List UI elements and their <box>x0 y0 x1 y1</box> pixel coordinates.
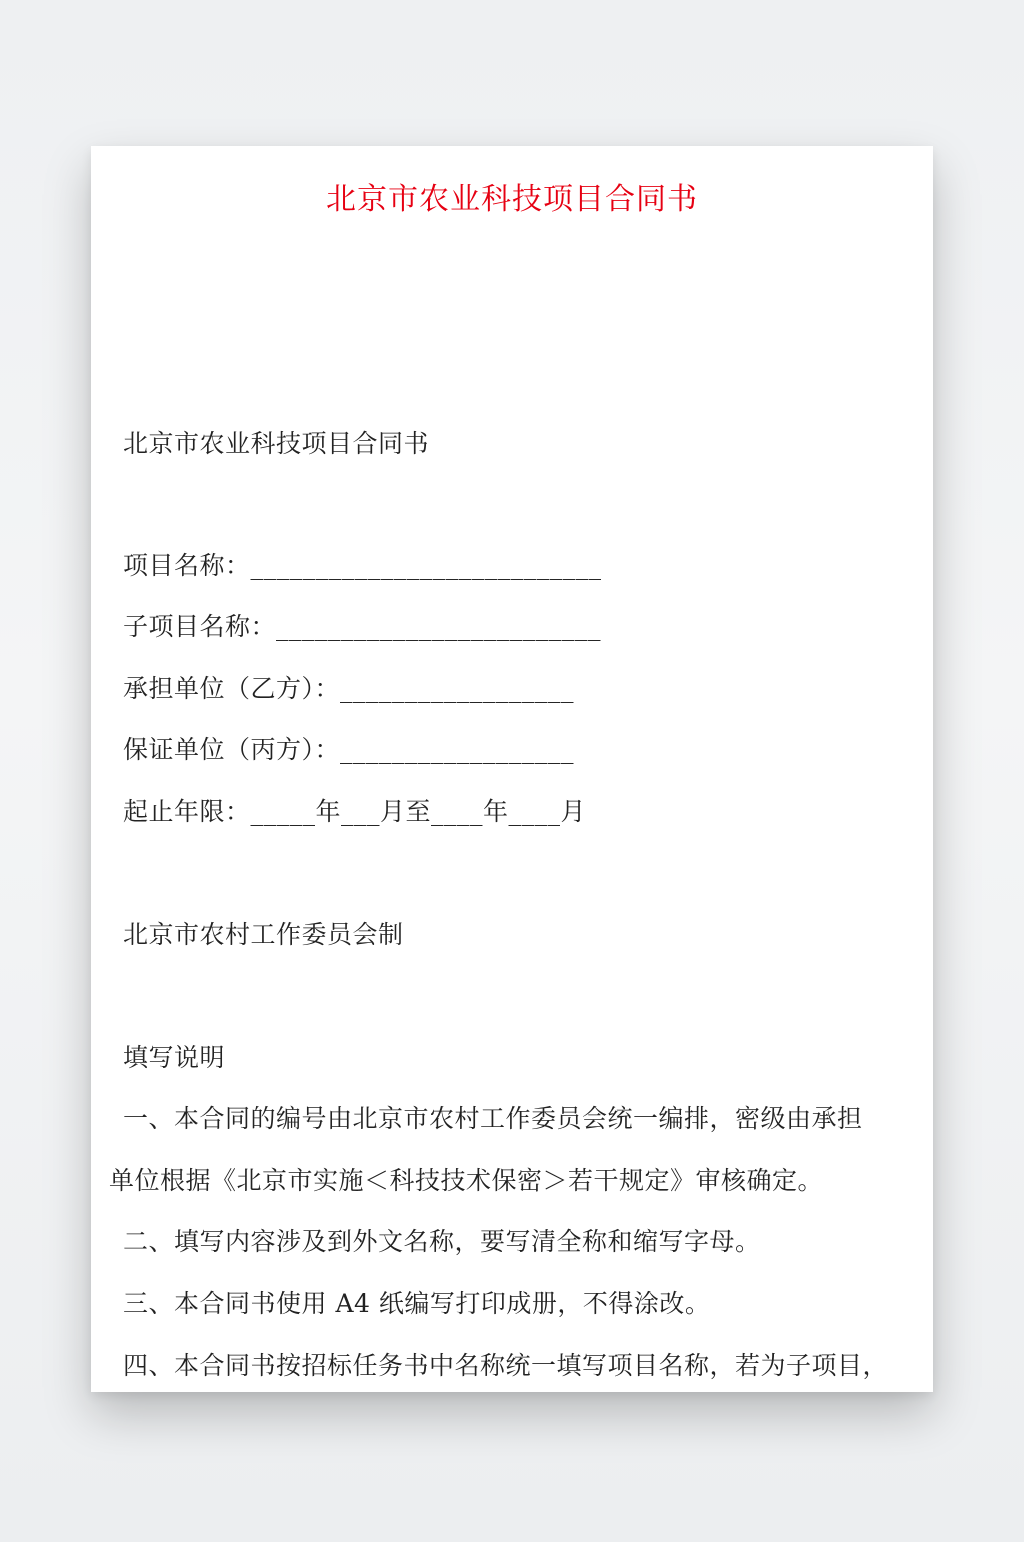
instruction-item-2: 二、填写内容涉及到外文名称，要写清全称和缩写字母。 <box>123 1227 761 1256</box>
document-title: 北京市农业科技项目合同书 <box>326 182 698 217</box>
issuer-line: 北京市农村工作委员会制 <box>123 920 404 949</box>
field-period: 起止年限：_____年___月至____年____月 <box>123 797 587 826</box>
field-sub-project-name: 子项目名称：_________________________ <box>123 612 602 641</box>
instruction-item-3: 三、本合同书使用 A4 纸编写打印成册，不得涂改。 <box>123 1289 711 1318</box>
instruction-item-1-line-2: 单位根据《北京市实施＜科技技术保密＞若干规定》审核确定。 <box>109 1166 824 1195</box>
instruction-item-4: 四、本合同书按招标任务书中名称统一填写项目名称，若为子项目， <box>123 1351 889 1380</box>
field-project-name: 项目名称：___________________________ <box>123 551 602 580</box>
document-page <box>91 146 933 1392</box>
field-guarantor: 保证单位（丙方）：__________________ <box>123 735 575 764</box>
instruction-item-1-line-1: 一、本合同的编号由北京市农村工作委员会统一编排，密级由承担 <box>123 1104 863 1133</box>
field-undertaker: 承担单位（乙方）：__________________ <box>123 674 575 703</box>
cover-title: 北京市农业科技项目合同书 <box>123 429 430 458</box>
instructions-heading: 填写说明 <box>123 1043 226 1072</box>
